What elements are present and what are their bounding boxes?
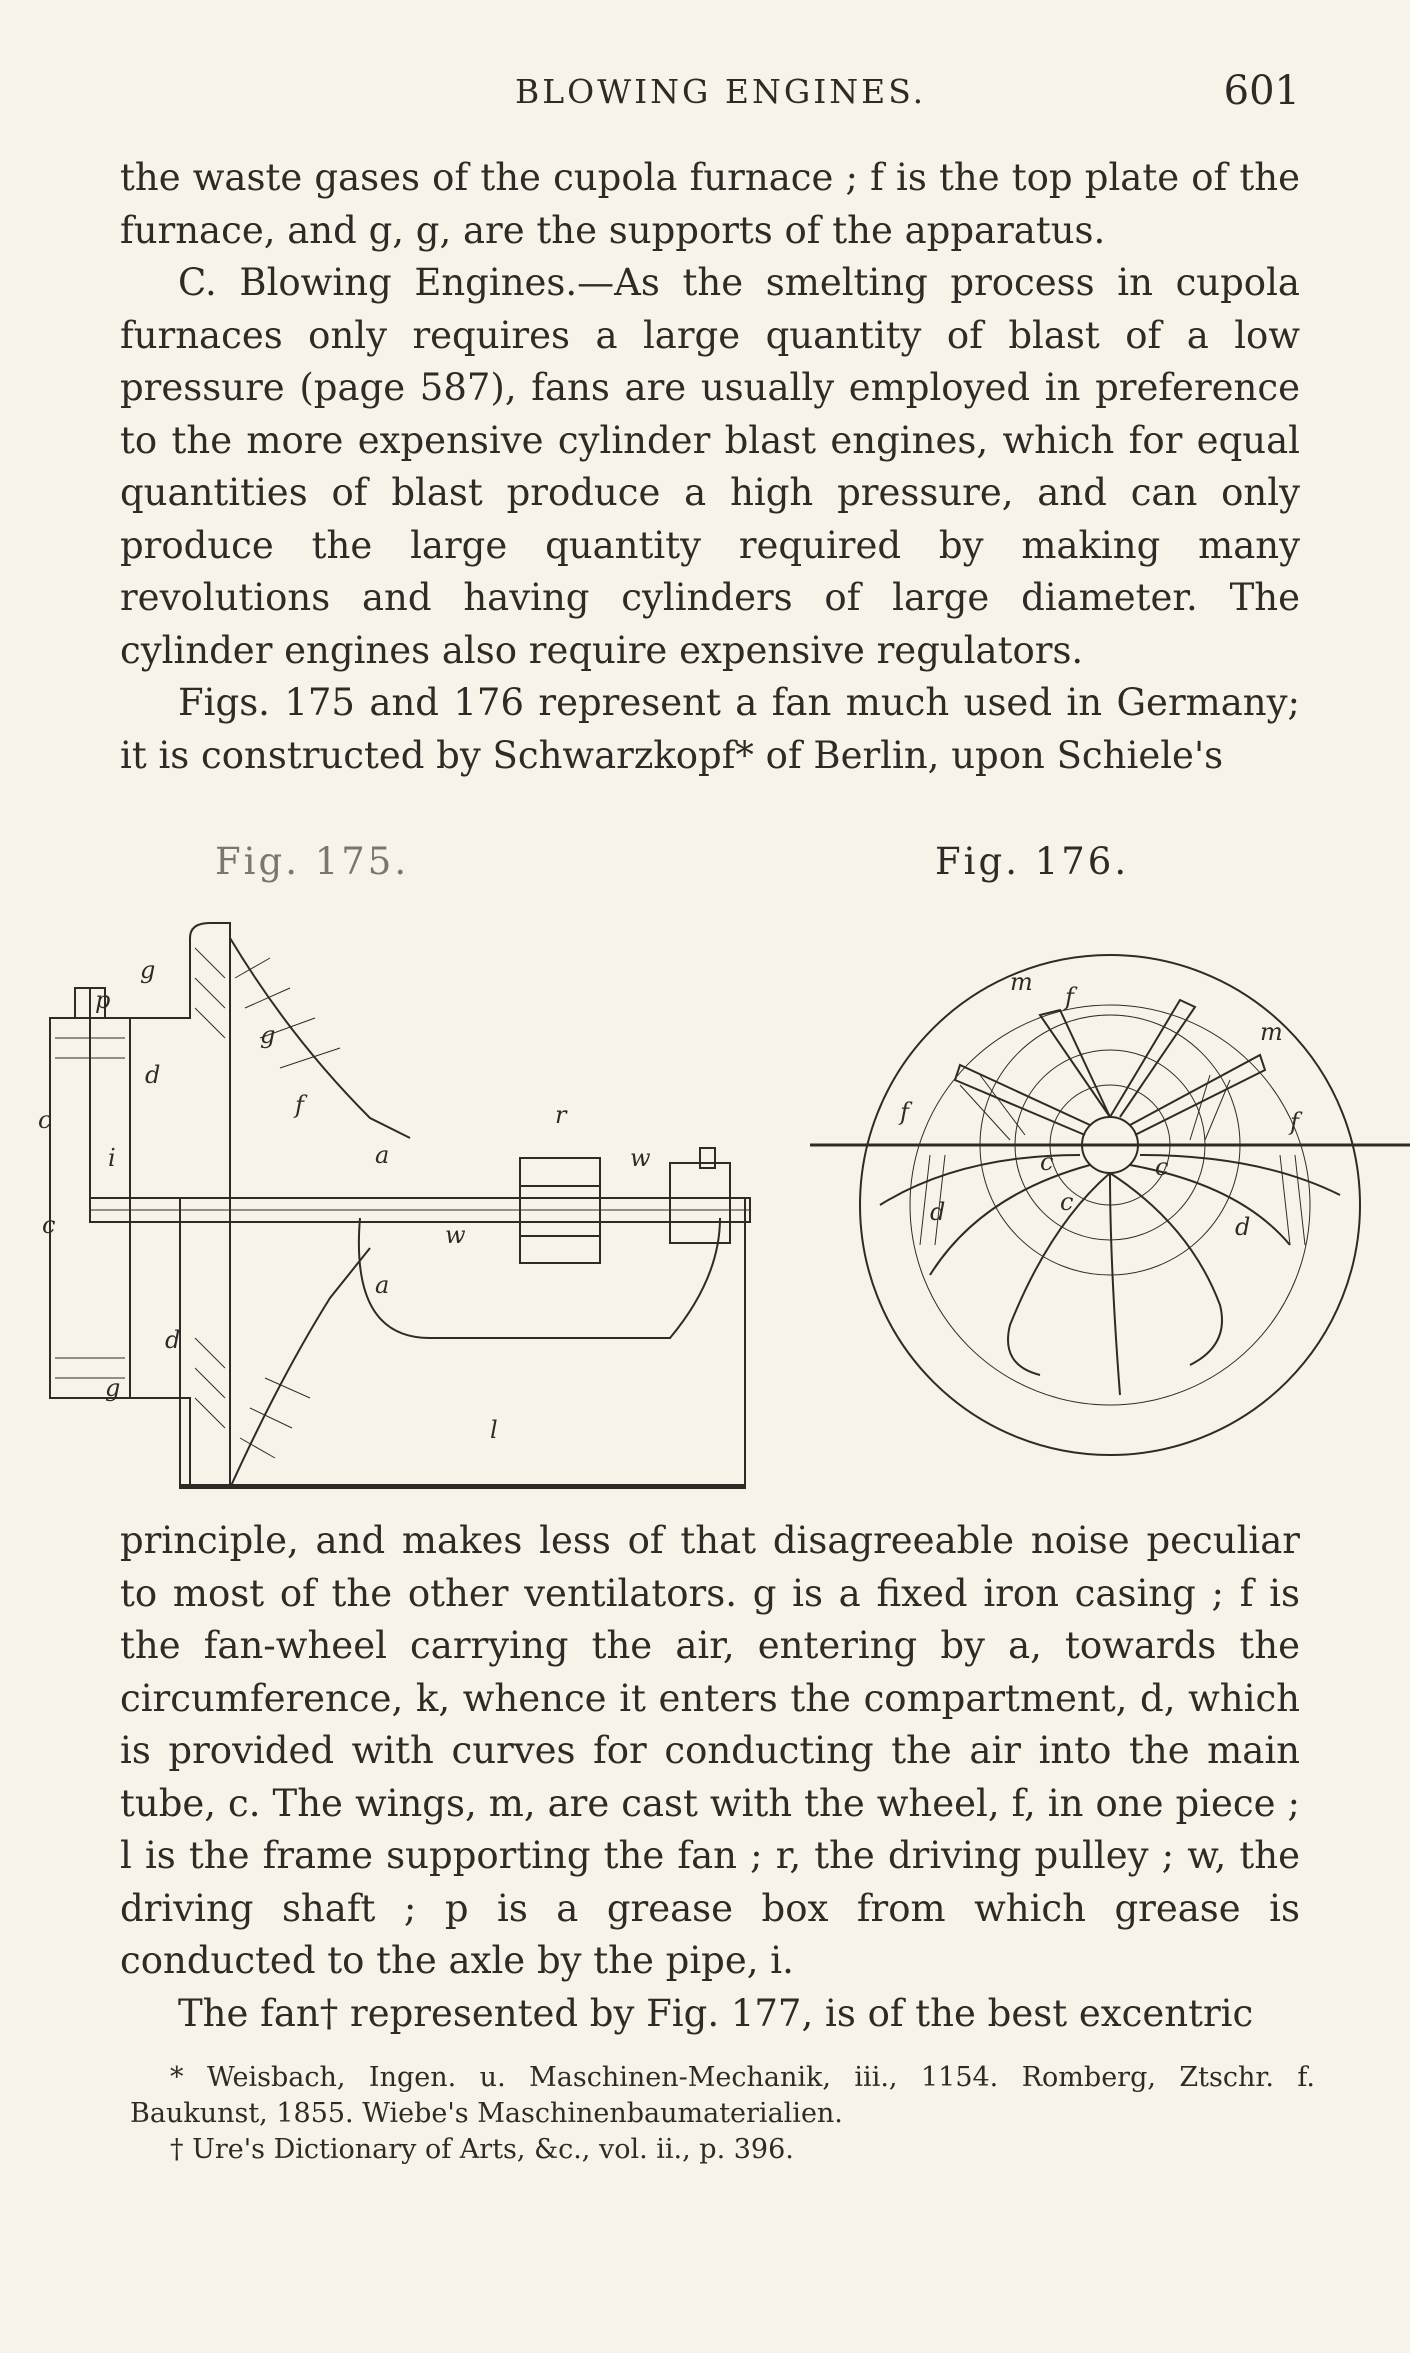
fig175-letter: d	[145, 1061, 161, 1089]
running-title: BLOWING ENGINES.	[515, 72, 927, 111]
fig175-letter: w	[445, 1221, 466, 1249]
fig176-letter: d	[1235, 1213, 1251, 1241]
page-number: 601	[1223, 68, 1300, 114]
fig175-letter: w	[630, 1144, 651, 1172]
paragraph: The fan† represented by Fig. 177, is of the best excentric	[178, 1991, 1254, 2035]
fig175-letter: l	[490, 1416, 498, 1444]
fig175-letter: c	[38, 1106, 52, 1134]
figure-176-fan-wheel	[810, 945, 1410, 1465]
fig176-letter: c	[1040, 1148, 1054, 1176]
fig176-letter: f	[1065, 983, 1074, 1011]
paragraph: C. Blowing Engines.—As the smelting process in cupola furnaces only requires a large quantity of blast of a low pressure (page 587), fans are usually employed in preference to the more expensive cylinder blast engines, which for equal quantities of blast produce a high pressure, and can only produce the large quantity required by making many revolutions and having cylinders of large diameter. The cylinder engines also require expensive regulators.	[120, 261, 1300, 672]
fig175-letter: i	[108, 1144, 116, 1172]
fig175-letter: c	[42, 1211, 56, 1239]
fig176-letter: m	[1260, 1018, 1283, 1046]
fig176-letter: m	[1010, 968, 1033, 996]
figure-175-fan-section	[30, 918, 800, 1498]
running-head	[120, 68, 1300, 122]
figure-175-caption: Fig. 175.	[215, 840, 410, 883]
fig176-letter: c	[1060, 1188, 1074, 1216]
paragraph: principle, and makes less of that disagreeable noise peculiar to most of the other ventilators. g is a fixed iron casing ; f is the fan-wheel carrying the air, entering by a, towards the circumference, k, whence it enters the compartment, d, which is provided with curves for conducting the air into the main tube, c. The wings, m, are cast with the wheel, f, in one piece ; l is the frame supporting the fan ; r, the driving pulley ; w, the driving shaft ; p is a grease box from which grease is conducted to the axle by the pipe, i.	[120, 1519, 1300, 1982]
fig175-letter: g	[140, 956, 156, 984]
figure-176-caption: Fig. 176.	[935, 840, 1130, 883]
footnote: † Ure's Dictionary of Arts, &c., vol. ii., p. 396.	[170, 2134, 794, 2165]
fig175-letter: g	[105, 1374, 121, 1402]
fig175-letter: a	[375, 1141, 390, 1169]
fig176-letter: f	[1290, 1108, 1299, 1136]
fig175-letter: a	[375, 1271, 390, 1299]
fig176-letter: f	[900, 1098, 909, 1126]
paragraph: Figs. 175 and 176 represent a fan much used in Germany; it is constructed by Schwarzkopf* of Berlin, upon Schiele's	[120, 681, 1300, 777]
fig175-letter: g	[260, 1021, 276, 1049]
fig175-letter: f	[295, 1091, 304, 1119]
section-heading: C. Blowing Engines.	[178, 261, 578, 304]
paragraph: the waste gases of the cupola furnace ; f is the top plate of the furnace, and g, g, are the supports of the apparatus.	[120, 156, 1300, 252]
fig175-letter: p	[95, 986, 111, 1014]
text-block-top	[120, 152, 1300, 782]
fig176-letter: c	[1155, 1153, 1169, 1181]
fig176-letter: d	[930, 1198, 946, 1226]
footnote: * Weisbach, Ingen. u. Maschinen-Mechanik, iii., 1154. Romberg, Ztschr. f. Baukunst, 1855. Wiebe's Maschinenbaumaterialien.	[130, 2062, 1315, 2129]
fig175-letter: d	[165, 1326, 181, 1354]
page-footnotes	[130, 2060, 1315, 2168]
fig175-letter: r	[555, 1101, 567, 1129]
text-block-bottom	[120, 1515, 1300, 2040]
